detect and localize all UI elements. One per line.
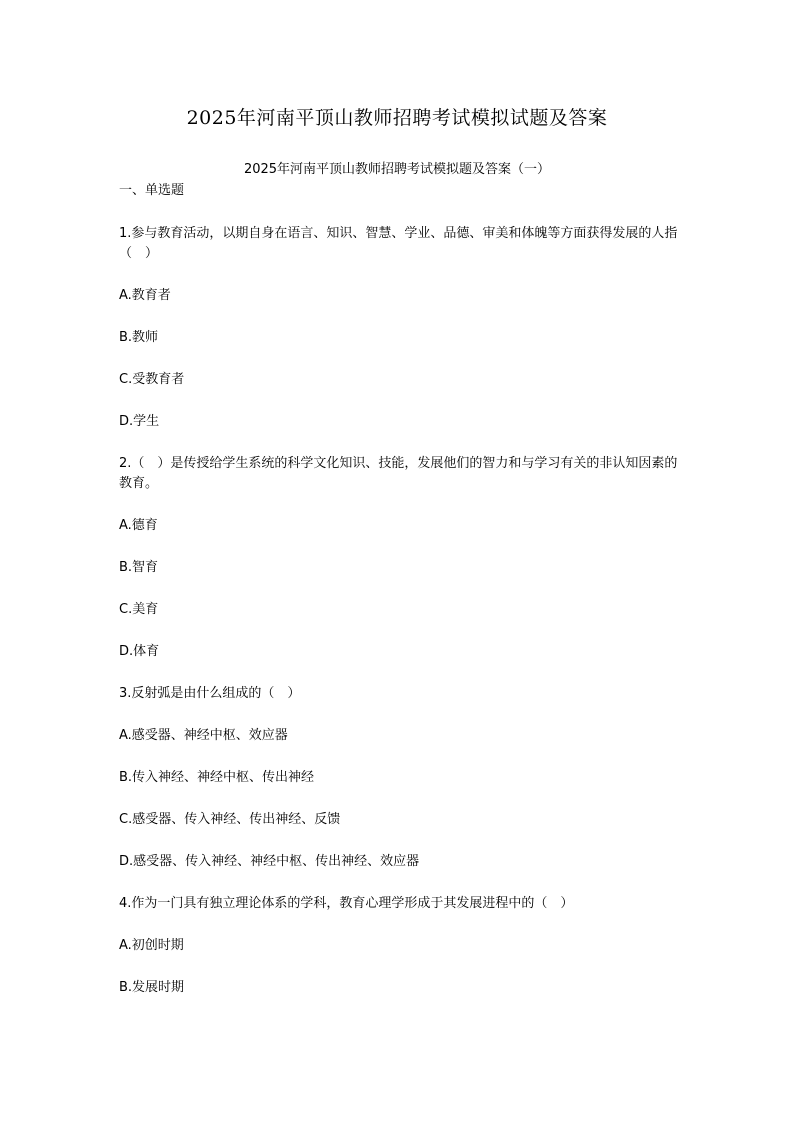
option-b: B.教师 bbox=[119, 330, 159, 345]
question-3 bbox=[119, 684, 679, 894]
option-a: A.感受器、神经中枢、效应器 bbox=[119, 728, 288, 743]
option-b: B.传入神经、神经中枢、传出神经 bbox=[119, 770, 315, 785]
document-subtitle: 2025年河南平顶山教师招聘考试模拟题及答案（一） bbox=[243, 162, 551, 177]
question-4 bbox=[119, 894, 679, 998]
question-stem: 4.作为一门具有独立理论体系的学科，教育心理学形成于其发展进程中的（ ） bbox=[119, 896, 574, 911]
question-stem: 2.（ ）是传授给学生系统的科学文化知识、技能，发展他们的智力和与学习有关的非认知因素的教育。 bbox=[119, 456, 678, 491]
question-1 bbox=[119, 224, 679, 454]
option-a: A.教育者 bbox=[119, 288, 171, 303]
section-heading: 一、单选题 bbox=[119, 183, 185, 198]
document-title: 2025年河南平顶山教师招聘考试模拟试题及答案 bbox=[186, 107, 608, 129]
option-b: B.智育 bbox=[119, 560, 159, 575]
question-list bbox=[119, 224, 679, 998]
option-c: C.受教育者 bbox=[119, 372, 185, 387]
question-stem: 3.反射弧是由什么组成的（ ） bbox=[119, 686, 301, 701]
question-stem: 1.参与教育活动，以期自身在语言、知识、智慧、学业、品德、审美和体魄等方面获得发展的人指（ ） bbox=[119, 226, 678, 261]
option-d: D.体育 bbox=[119, 644, 160, 659]
option-c: C.感受器、传入神经、传出神经、反馈 bbox=[119, 812, 341, 827]
option-b: B.发展时期 bbox=[119, 980, 185, 995]
option-c: C.美育 bbox=[119, 602, 159, 617]
option-a: A.德育 bbox=[119, 518, 158, 533]
option-d: D.学生 bbox=[119, 414, 160, 429]
option-d: D.感受器、传入神经、神经中枢、传出神经、效应器 bbox=[119, 854, 420, 869]
option-a: A.初创时期 bbox=[119, 938, 184, 953]
question-2 bbox=[119, 454, 679, 684]
